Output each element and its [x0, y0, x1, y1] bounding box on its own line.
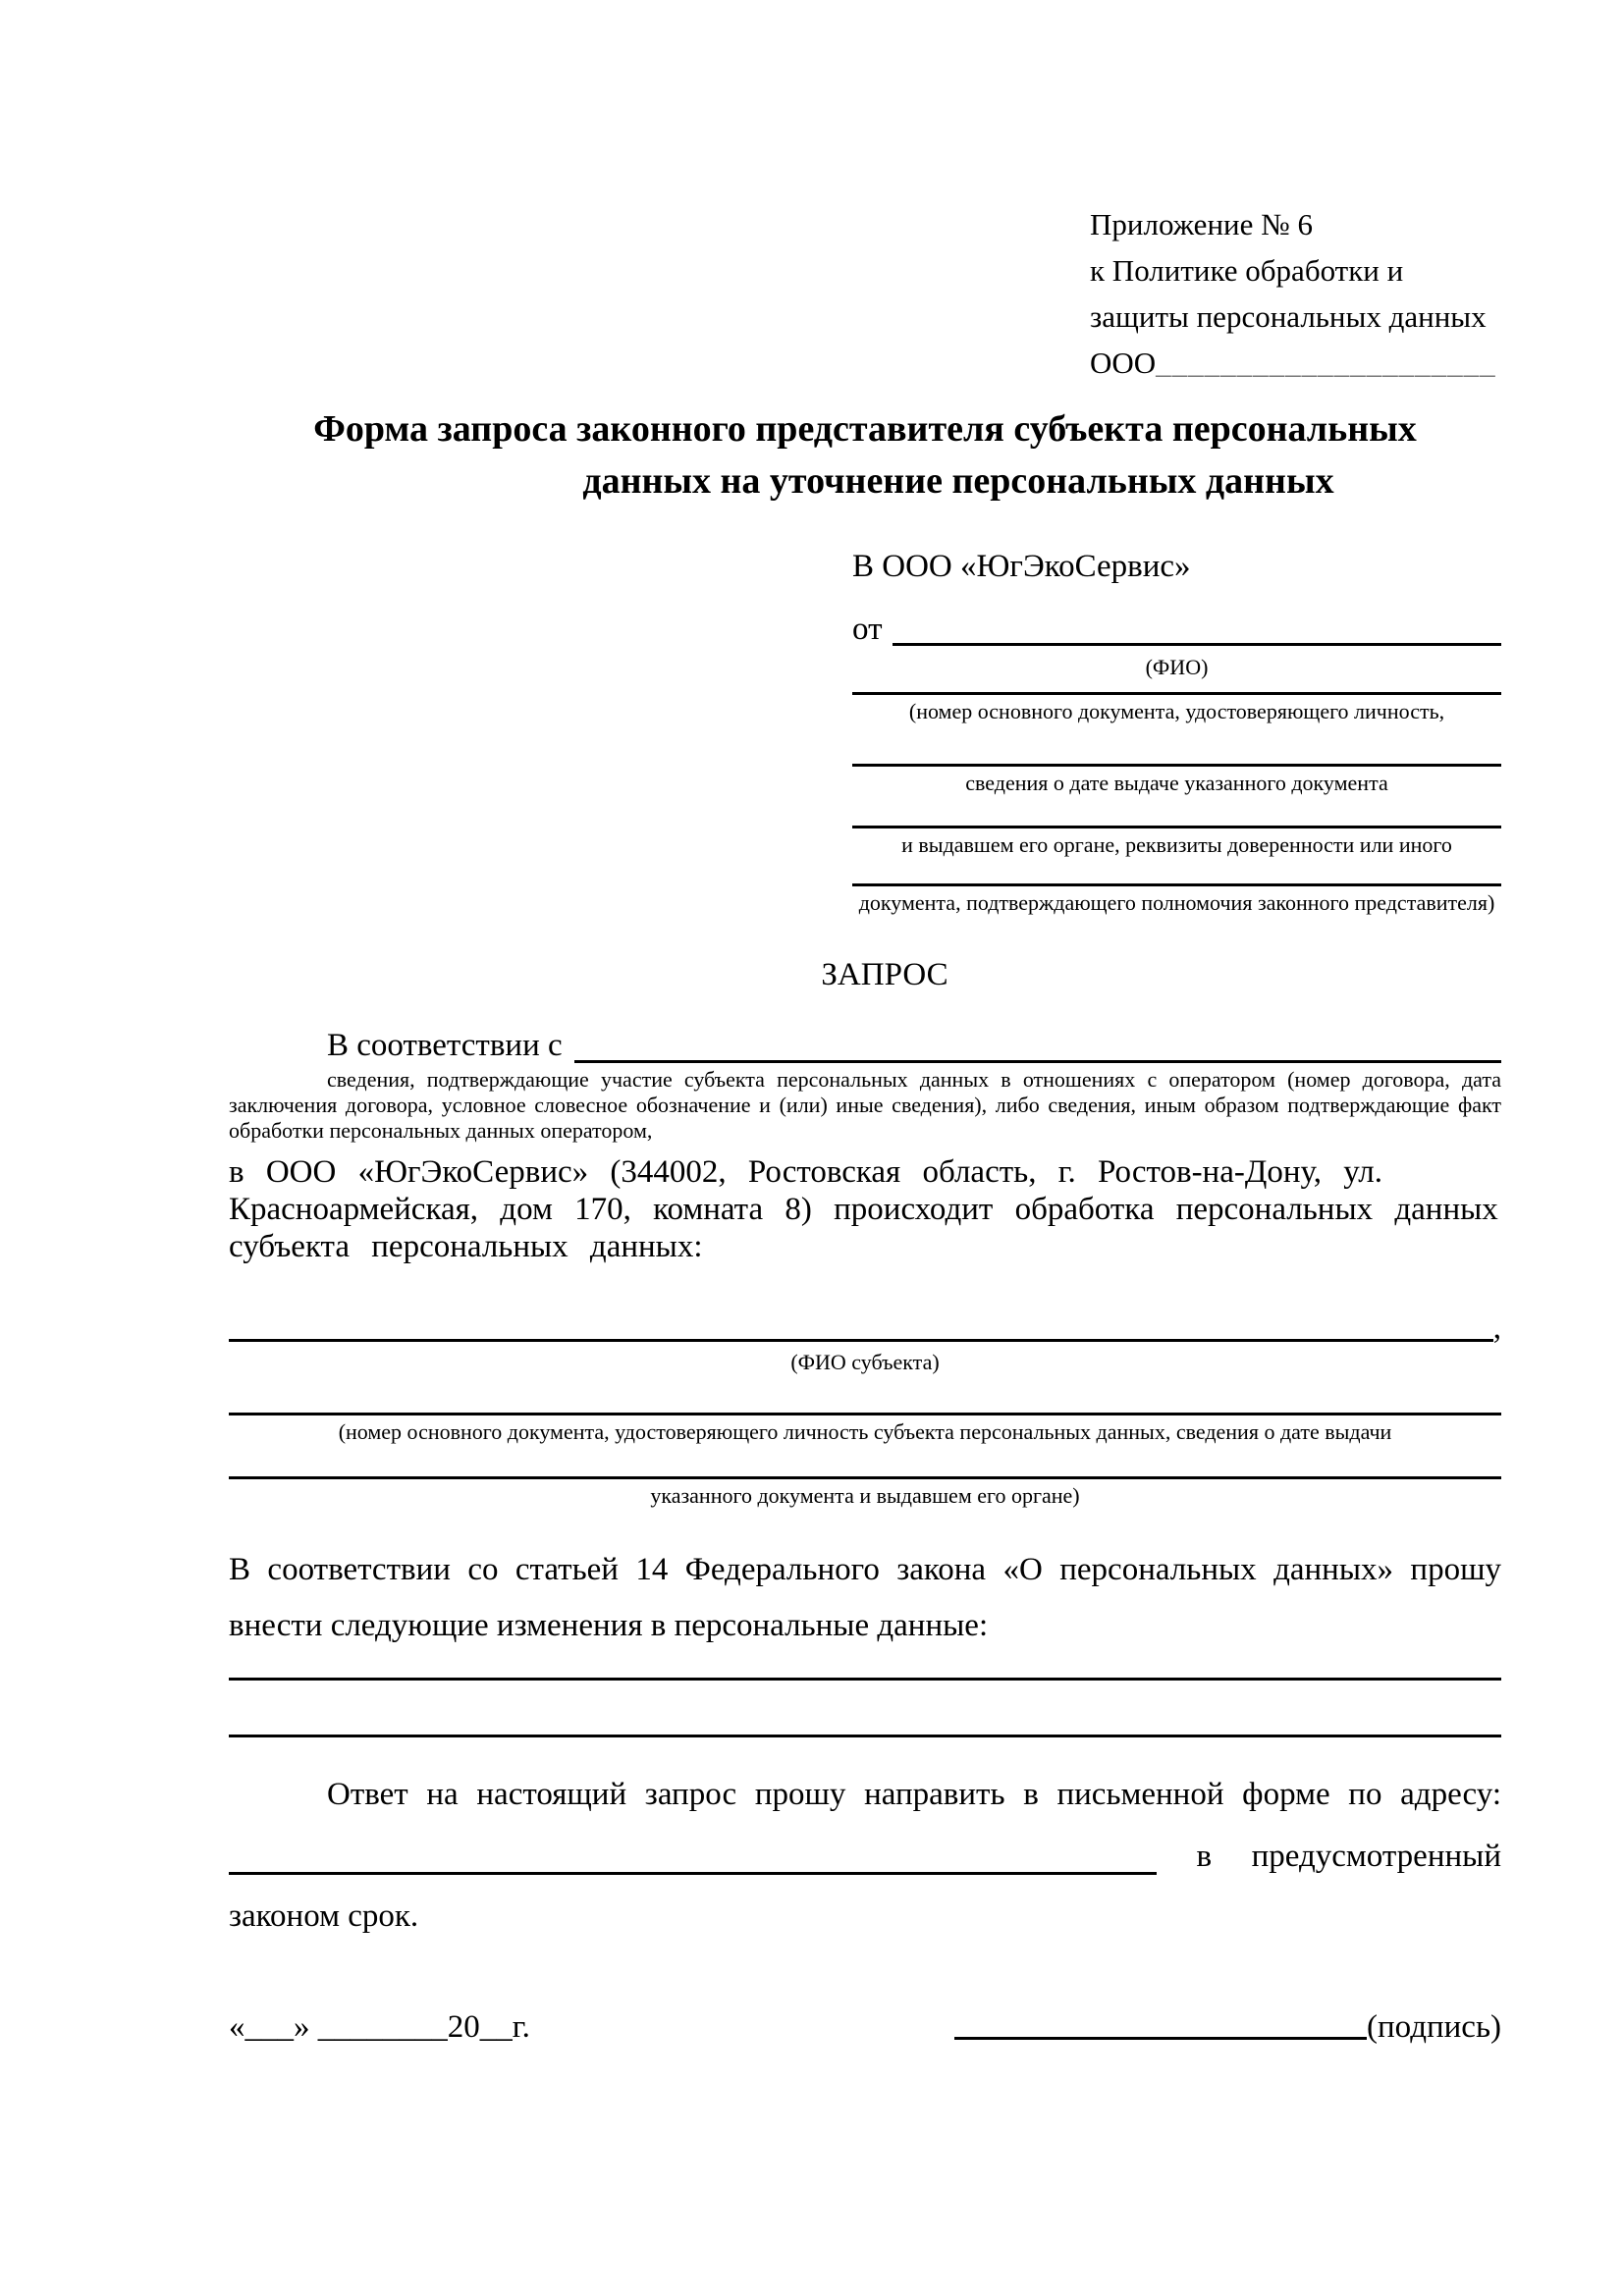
reply-word-predusmotrenny: предусмотренный: [1251, 1839, 1501, 1874]
appendix-block: [1090, 201, 1501, 386]
reply-address-blank-line: [229, 1872, 1157, 1875]
fio-caption: (ФИО): [1145, 655, 1209, 679]
intro-caption-line-2: заключения договора, условное словесное обозначение и (или) иные сведения), либо сведения, иным образом подтверждающие факт: [229, 1093, 1501, 1117]
reply-line-1: Ответ на настоящий запрос прошу направить в письменной форме по адресу:: [327, 1777, 1501, 1812]
representative-doc-blank-line-1: [852, 692, 1501, 695]
operator-line-1: в ООО «ЮгЭкоСервис» (344002, Ростовская область, г. Ростов-на-Дону, ул.: [229, 1154, 1382, 1190]
operator-paragraph: [229, 1153, 1501, 1265]
field-caption-2: сведения о дате выдаче указанного документа: [965, 771, 1388, 795]
title-line-2: данных на уточнение персональных данных: [582, 460, 1334, 502]
operator-line-3: субъекта персональных данных:: [229, 1229, 703, 1264]
subject-fio-blank-line: [229, 1310, 1493, 1342]
subject-doc-blank-line-2: [229, 1476, 1501, 1479]
representative-doc-field-4: [852, 883, 1501, 916]
representative-doc-blank-line-3: [852, 826, 1501, 828]
relation-details-blank-line: [574, 1024, 1501, 1063]
representative-doc-field-1: [852, 692, 1501, 724]
document-title: [229, 403, 1501, 507]
field-caption-1: (номер основного документа, удостоверяющего личность,: [908, 699, 1445, 723]
signature-area: [954, 2005, 1501, 2049]
intro-caption-line-1: сведения, подтверждающие участие субъекта персональных данных в отношениях с оператором (номер договора, дата: [327, 1067, 1501, 1092]
signature-blank-line: [954, 2037, 1367, 2040]
law-line-2: внести следующие изменения в персональные данные:: [229, 1608, 989, 1643]
addressee-organization: В ООО «ЮгЭкоСервис»: [852, 549, 1191, 584]
footer-row: [229, 2005, 1501, 2049]
field-caption-4: документа, подтверждающего полномочия законного представителя): [858, 890, 1495, 915]
from-label: от: [852, 612, 883, 647]
changes-blank-line-2: [229, 1735, 1501, 1737]
intro-prefix: В соответствии с: [327, 1028, 563, 1063]
company-line: [1090, 340, 1501, 386]
representative-doc-blank-line-4: [852, 883, 1501, 886]
representative-doc-field-2: [852, 764, 1501, 796]
intro-row: [229, 1024, 1501, 1067]
intro-caption-line-3: обработки персональных данных оператором,: [229, 1118, 653, 1143]
operator-line-2: Красноармейская, дом 170, комната 8) происходит обработка персональных данных: [229, 1192, 1498, 1227]
addressee-block: [852, 547, 1501, 916]
signature-caption: (подпись): [1367, 2009, 1501, 2045]
reply-line-3: законом срок.: [229, 1898, 419, 1934]
company-blank-line: _____________________: [1156, 346, 1496, 380]
law-line-1: В соответствии со статьей 14 Федерального закона «О персональных данных» прошу: [229, 1552, 1501, 1587]
from-row: [852, 610, 1501, 649]
subject-fio-caption: (ФИО субъекта): [790, 1350, 940, 1374]
representative-doc-blank-line-2: [852, 764, 1501, 767]
title-line-1: Форма запроса законного представителя субъекта персональных: [313, 408, 1417, 450]
subject-doc-caption-2: указанного документа и выдавшем его органе): [650, 1483, 1080, 1508]
subject-fio-row: [229, 1310, 1501, 1346]
reply-address-row: [229, 1829, 1501, 1885]
reply-word-v: в: [1196, 1839, 1213, 1874]
request-heading: ЗАПРОС: [821, 957, 948, 992]
appendix-line-1: Приложение № 6: [1090, 207, 1313, 241]
appendix-line-3: защиты персональных данных: [1090, 299, 1487, 334]
reply-paragraph: [229, 1767, 1501, 1945]
trailing-comma: ,: [1492, 1310, 1501, 1346]
subject-doc-caption-1: (номер основного документа, удостоверяющего личность субъекта персональных данных, сведения о дате выдачи: [338, 1419, 1392, 1444]
changes-blank-line-1: [229, 1678, 1501, 1681]
subject-doc-blank-line-1: [229, 1413, 1501, 1415]
representative-fio-blank-line: [893, 610, 1502, 646]
representative-doc-field-3: [852, 826, 1501, 858]
company-prefix: ООО: [1090, 346, 1157, 380]
appendix-line-2: к Политике обработки и: [1090, 253, 1404, 288]
date-line: «___» ________20__г.: [229, 2009, 530, 2045]
field-caption-3: и выдавшем его органе, реквизиты доверенности или иного: [901, 832, 1452, 857]
law-paragraph: [229, 1542, 1501, 1654]
